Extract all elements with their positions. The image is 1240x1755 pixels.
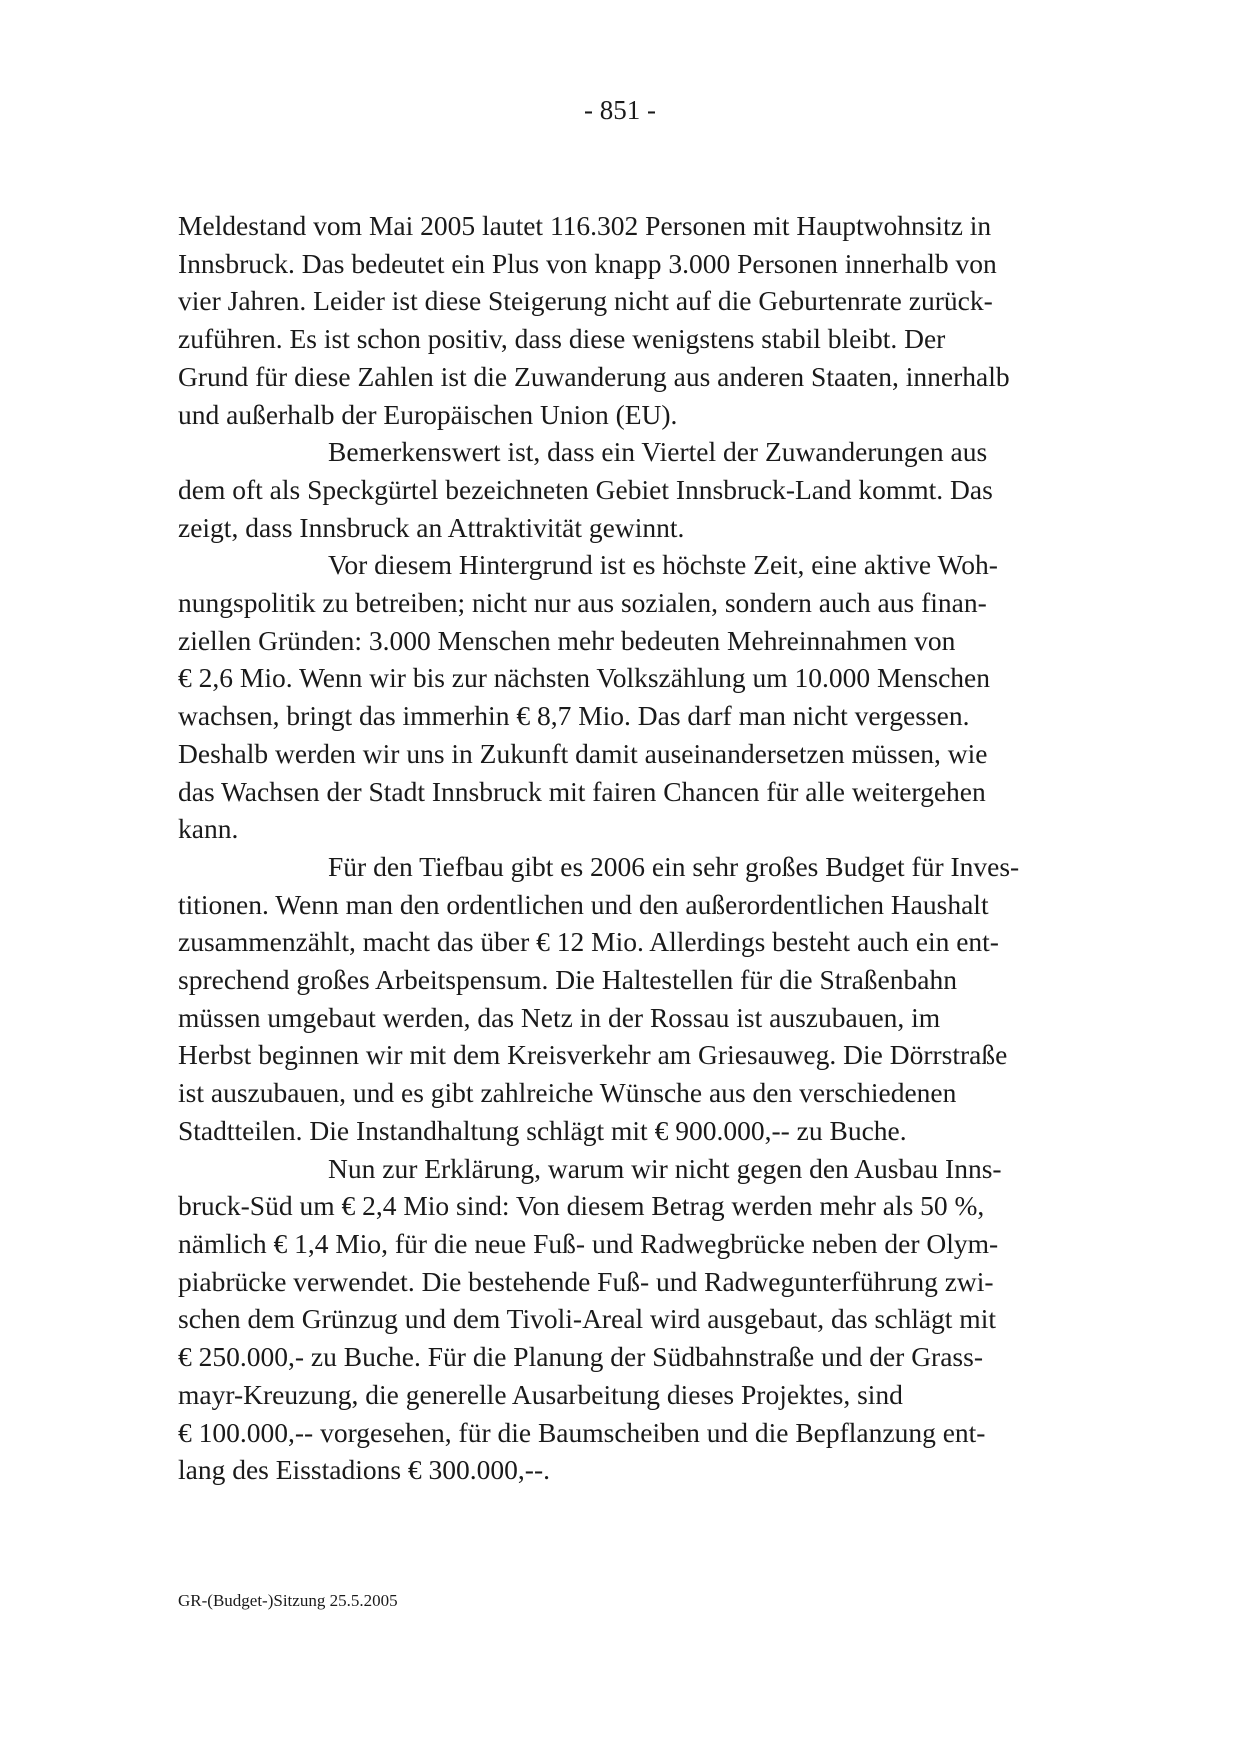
- text-line: Für den Tiefbau gibt es 2006 ein sehr großes Budget für Inves-: [328, 850, 1020, 882]
- text-line: schen dem Grünzug und dem Tivoli-Areal wird ausgebaut, das schlägt mit: [178, 1303, 996, 1335]
- paragraph: [178, 848, 1068, 1150]
- text-line: Stadtteilen. Die Instandhaltung schlägt mit € 900.000,-- zu Buche.: [178, 1114, 907, 1146]
- text-line: Herbst beginnen wir mit dem Kreisverkehr am Griesauweg. Die Dörrstraße: [178, 1039, 1008, 1071]
- text-line: € 250.000,- zu Buche. Für die Planung der Südbahnstraße und der Grass-: [178, 1341, 983, 1373]
- text-line: das Wachsen der Stadt Innsbruck mit fairen Chancen für alle weitergehen: [178, 775, 986, 807]
- paragraph: [178, 546, 1068, 848]
- text-line: vier Jahren. Leider ist diese Steigerung nicht auf die Geburtenrate zurück-: [178, 285, 993, 317]
- text-line: nungspolitik zu betreiben; nicht nur aus sozialen, sondern auch aus finan-: [178, 587, 987, 619]
- text-line: € 100.000,-- vorgesehen, für die Baumscheiben und die Bepflanzung ent-: [178, 1416, 986, 1448]
- text-line: bruck-Süd um € 2,4 Mio sind: Von diesem Betrag werden mehr als 50 %,: [178, 1190, 985, 1222]
- text-line: ist auszubauen, und es gibt zahlreiche Wünsche aus den verschiedenen: [178, 1077, 957, 1109]
- text-line: mayr-Kreuzung, die generelle Ausarbeitung dieses Projektes, sind: [178, 1378, 903, 1410]
- text-line: zeigt, dass Innsbruck an Attraktivität gewinnt.: [178, 511, 685, 543]
- text-line: zusammenzählt, macht das über € 12 Mio. Allerdings besteht auch ein ent-: [178, 926, 999, 958]
- text-line: Meldestand vom Mai 2005 lautet 116.302 Personen mit Hauptwohnsitz in: [178, 210, 992, 241]
- text-line: Bemerkenswert ist, dass ein Viertel der Zuwanderungen aus: [328, 436, 988, 468]
- text-line: ziellen Gründen: 3.000 Menschen mehr bedeuten Mehreinnahmen von: [178, 624, 956, 656]
- paragraph: [178, 207, 1068, 433]
- paragraph: [178, 1150, 1068, 1489]
- text-line: Innsbruck. Das bedeutet ein Plus von knapp 3.000 Personen innerhalb von: [178, 247, 997, 279]
- text-line: sprechend großes Arbeitspensum. Die Haltestellen für die Straßenbahn: [178, 964, 957, 996]
- text-line: zuführen. Es ist schon positiv, dass diese wenigstens stabil bleibt. Der: [178, 323, 946, 355]
- footer-session-label: GR-(Budget-)Sitzung 25.5.2005: [178, 1591, 398, 1610]
- text-line: und außerhalb der Europäischen Union (EU).: [178, 398, 678, 430]
- text-line: lang des Eisstadions € 300.000,--.: [178, 1454, 550, 1486]
- text-line: wachsen, bringt das immerhin € 8,7 Mio. Das darf man nicht vergessen.: [178, 700, 970, 732]
- body-text: [178, 207, 1068, 1489]
- text-line: kann.: [178, 813, 239, 845]
- text-line: Grund für diese Zahlen ist die Zuwanderung aus anderen Staaten, innerhalb: [178, 360, 1010, 392]
- text-line: titionen. Wenn man den ordentlichen und den außerordentlichen Haushalt: [178, 888, 989, 920]
- paragraph: [178, 433, 1068, 546]
- text-line: Deshalb werden wir uns in Zukunft damit auseinandersetzen müssen, wie: [178, 737, 988, 769]
- text-line: Nun zur Erklärung, warum wir nicht gegen den Ausbau Inns-: [328, 1152, 1002, 1184]
- text-line: Vor diesem Hintergrund ist es höchste Zeit, eine aktive Woh-: [328, 549, 998, 581]
- page-number: - 851 -: [584, 95, 656, 125]
- text-line: nämlich € 1,4 Mio, für die neue Fuß- und Radwegbrücke neben der Olym-: [178, 1227, 999, 1259]
- text-line: € 2,6 Mio. Wenn wir bis zur nächsten Volkszählung um 10.000 Menschen: [178, 662, 991, 694]
- text-line: müssen umgebaut werden, das Netz in der Rossau ist auszubauen, im: [178, 1001, 941, 1033]
- text-line: piabrücke verwendet. Die bestehende Fuß- und Radwegunterführung zwi-: [178, 1265, 994, 1297]
- text-line: dem oft als Speckgürtel bezeichneten Gebiet Innsbruck-Land kommt. Das: [178, 473, 993, 505]
